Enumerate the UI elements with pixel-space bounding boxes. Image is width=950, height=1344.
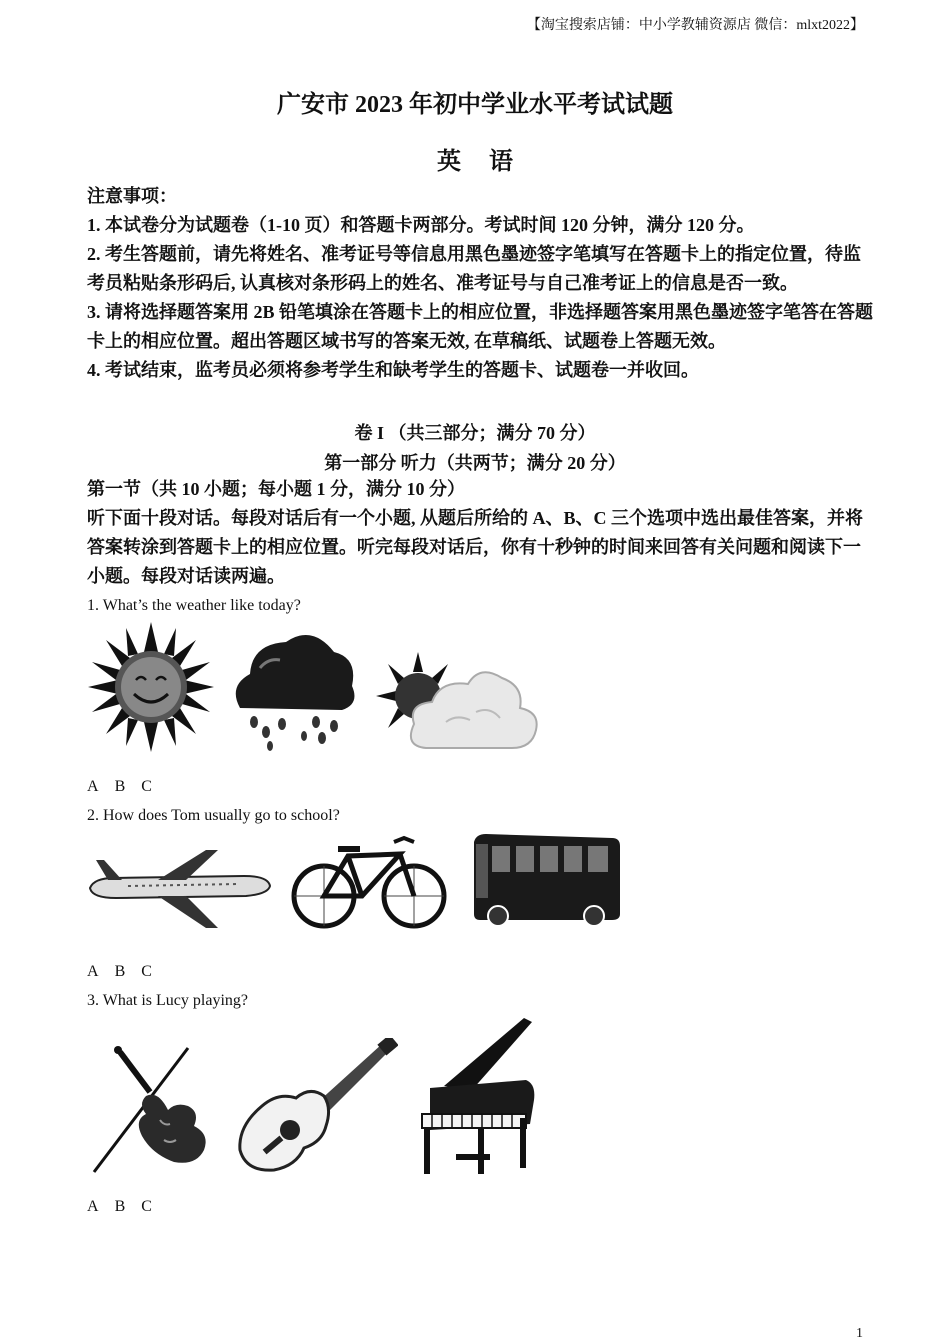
notice-item: 3. 请将选择题答案用 2B 铅笔填涂在答题卡上的相应位置，非选择题答案用黑色墨迹签字笔答在答题卡上的相应位置。超出答题区域书写的答案无效, 在草稿纸、试题卷上答题无效。 [87,302,874,351]
question-prompt: 1. What’s the weather like today? [87,597,301,614]
question-prompt: 2. How does Tom usually go to school? [87,807,340,824]
option-label: C [141,778,152,795]
option-label: B [114,1198,126,1215]
option-label: B [114,963,126,980]
option-label: A [87,1198,99,1215]
notice-heading: 注意事项： [87,186,177,206]
question-prompt: 3. What is Lucy playing? [87,992,248,1009]
subject-title: 英语 [437,149,541,175]
notice-item: 1. 本试卷分为试题卷（1-10 页）和答题卡两部分。考试时间 120 分钟，满分 120 分。 [87,215,755,235]
bus-icon [468,832,622,928]
answer-options [87,963,164,981]
bicycle-icon [290,834,448,932]
piano-icon [416,1018,538,1178]
option-label: C [141,963,152,980]
option-label: C [141,1198,152,1215]
option-label: A [87,963,99,980]
airplane-icon [88,850,272,930]
header-note: 【淘宝搜索店铺：中小学教辅资源店 微信：mlxt2022】 [526,18,864,33]
section-heading: 第一节（共 10 小题；每小题 1 分，满分 10 分） [87,479,465,499]
guitar-icon [234,1038,398,1172]
notice-item: 2. 考生答题前，请先将姓名、准考证号等信息用黑色墨迹签字笔填写在答题卡上的指定位置，待监考员粘贴条形码后, 认真核对条形码上的姓名、准考证号与自己准考证上的信息是否一致。 [87,244,861,293]
volume-heading: 卷 I （共三部分；满分 70 分） [354,423,596,443]
partly-cloudy-icon [376,652,542,754]
section-block [87,475,877,591]
page-number: 1 [856,1326,863,1341]
answer-options [87,1198,164,1216]
answer-options [87,778,164,796]
rain-cloud-icon [230,628,355,754]
option-label: B [114,778,126,795]
notice-item: 4. 考试结束，监考员必须将参考学生和缺考学生的答题卡、试题卷一并收回。 [87,360,699,380]
part-heading: 第一部分 听力（共两节；满分 20 分） [324,453,626,473]
listening-instructions: 听下面十段对话。每段对话后有一个小题, 从题后所给的 A、B、C 三个选项中选出最佳答案，并将答案转涂到答题卡上的相应位置。听完每段对话后，你有十秒钟的时间来回答有关问题和阅读下一小题。每段对话读两遍。 [87,508,863,586]
option-label: A [87,778,99,795]
sunny-icon [88,622,214,752]
page-title: 广安市 2023 年初中学业水平考试试题 [277,92,673,118]
notice-block [87,182,877,385]
violin-icon [90,1044,216,1174]
